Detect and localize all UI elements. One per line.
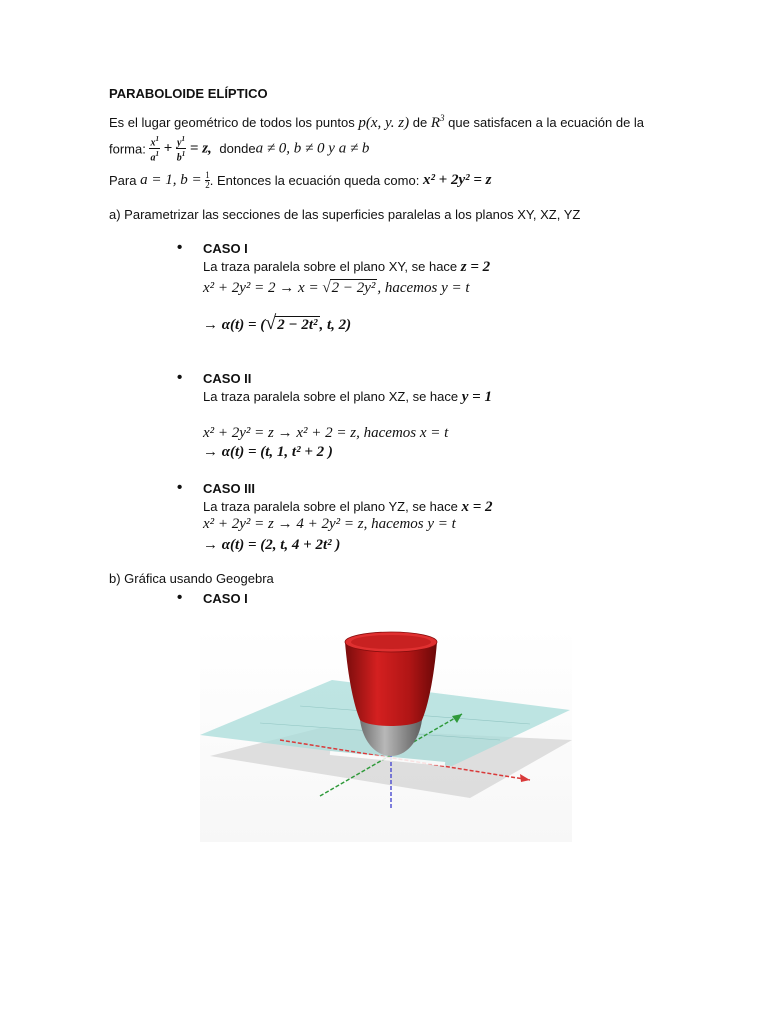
intro-text-2: de <box>412 115 428 130</box>
bullet: • <box>177 479 183 496</box>
geogebra-paraboloid-graphic <box>200 628 572 842</box>
para-rest: . Entonces la ecuación queda como: <box>209 173 420 188</box>
case-1-parametrization: → α(t) = (√2 − 2t² , t, 2) <box>203 312 352 334</box>
plus-sign: + <box>163 140 173 157</box>
para-label: Para <box>109 173 137 188</box>
intro-text-1: Es el lugar geométrico de todos los puntos <box>109 115 355 130</box>
equals-z: = z, <box>189 140 212 157</box>
para-line <box>109 171 492 190</box>
intro-text-3: que satisfacen a la ecuación de la <box>448 115 645 130</box>
conditions: a ≠ 0, b ≠ 0 y a ≠ b <box>255 140 370 157</box>
intro-line-2 <box>109 134 369 164</box>
case-3-description: La traza paralela sobre el plano YZ, se hace x = 2 <box>203 499 493 515</box>
donde-text: donde <box>219 141 256 157</box>
fraction-y-over-b: $\frac{y^1}{b^1}$ <box>176 135 186 164</box>
case-b-title: CASO I <box>203 591 248 606</box>
case-2-parametrization: → α(t) = (t, 1, t² + 2 ) <box>203 444 333 460</box>
paraboloid-surface <box>345 642 437 726</box>
space-r: $R^3$ <box>430 113 445 131</box>
para-equation: x² + 2y² = z <box>422 172 492 188</box>
case-1-description: La traza paralela sobre el plano XY, se hace z = 2 <box>203 259 491 275</box>
case-3-title: CASO III <box>203 481 256 496</box>
section-b-heading: b) Gráfica usando Geogebra <box>109 571 274 586</box>
fraction-x-over-a: $\frac{x^1}{a^1}$ <box>150 135 159 164</box>
page-title: PARABOLOIDE ELÍPTICO <box>109 86 268 101</box>
bullet: • <box>177 589 183 606</box>
bullet: • <box>177 239 183 256</box>
fraction-one-half: $\frac{1}{2}$ <box>205 170 210 190</box>
case-3-equation-line: x² + 2y² = z → 4 + 2y² = z, hacemos y = t <box>203 516 456 532</box>
case-2-title: CASO II <box>203 371 252 386</box>
intro-line-1 <box>109 113 644 132</box>
section-a-heading: a) Parametrizar las secciones de las superficies paralelas a los planos XY, XZ, YZ <box>109 207 581 222</box>
bullet: • <box>177 369 183 386</box>
case-1-equation-line: x² + 2y² = 2 → x = √2 − 2y² , hacemos y = t <box>203 280 470 296</box>
intro-forma: forma: <box>109 141 146 157</box>
paraboloid-inner <box>351 635 431 649</box>
case-1-title: CASO I <box>203 241 248 256</box>
point-expression: p(x, y. z) <box>358 115 410 131</box>
case-2-description: La traza paralela sobre el plano XZ, se hace y = 1 <box>203 389 492 405</box>
case-2-equation-line: x² + 2y² = z → x² + 2 = z, hacemos x = t <box>203 425 449 441</box>
a-b-values: a = 1, b = <box>140 172 202 188</box>
case-3-parametrization: → α(t) = (2, t, 4 + 2t² ) <box>203 537 341 553</box>
